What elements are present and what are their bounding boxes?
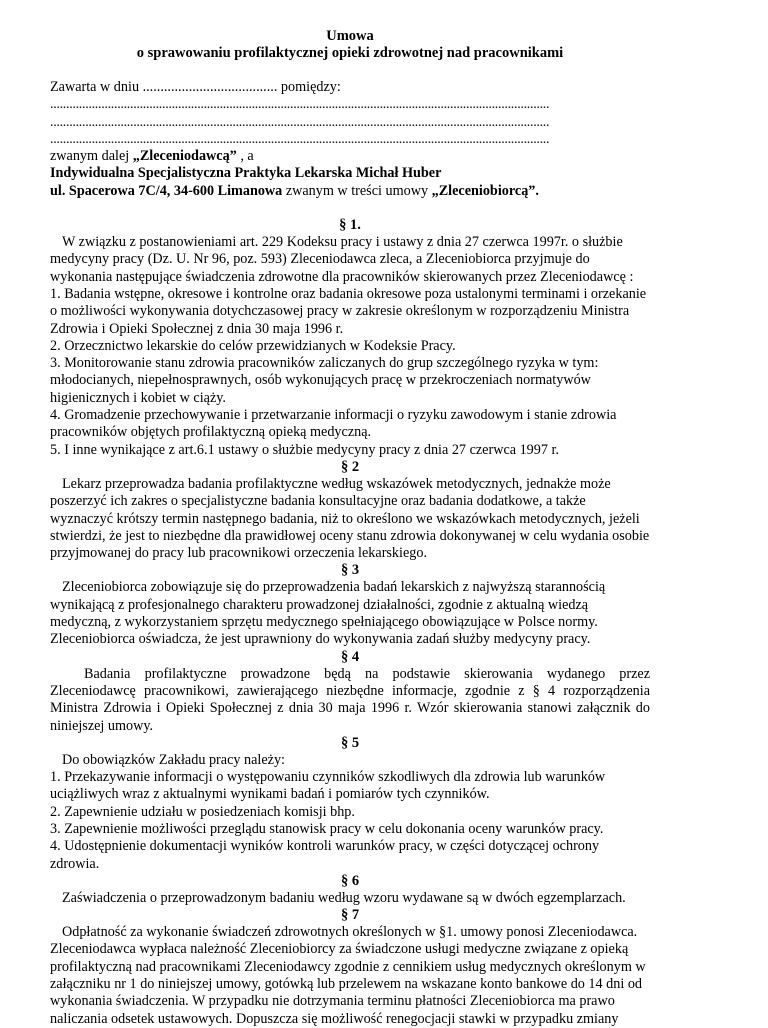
- section-6-text: Zaświadczenia o przeprowadzonym badaniu według wzoru wydawane są w dwóch egzemplarzach.: [62, 889, 626, 906]
- section-7-text: Odpłatność za wykonanie świadczeń zdrowotnych określonych w §1. umowy ponosi Zleceniodawca. Zleceniodawca wypłaca należność Zleceniobiorcy za świadczone usługi medyczne związane z opieką profilaktyczną nad pracownikami Zleceniodawcy zgodnie z cennikiem usług medycznych określonym w załączniku nr 1 do niniejszej umowy, gotówką lub przelewem na wskazane konto bankowe do 14 dni od wykonania świadczenia. W przypadku nie dotrzymania terminu płatności Zleceniobiorca ma prawo naliczania odsetek ustawowych. Dopuszcza się możliwość renegocjacji stawki w przypadku zmiany: [50, 924, 646, 1027]
- section-5-heading: § 5: [340, 734, 360, 751]
- provider-name: Indywidualna Specjalistyczna Praktyka Lekarska Michał Huber: [50, 165, 442, 182]
- called-prefix: zwanym dalej: [50, 148, 133, 165]
- section-5-intro: Do obowiązków Zakładu pracy należy:: [62, 751, 285, 768]
- document-title: Umowa: [326, 28, 374, 44]
- section-3-text-2: Zleceniobiorca oświadcza, że jest uprawniony do wykonywania zadań służby medycyny pracy.: [50, 631, 591, 648]
- section-1-item-3: 3. Monitorowanie stanu zdrowia pracowników zaliczanych do grup szczególnego ryzyka w tym: młodocianych, niepełnosprawnych, osób wykonujących pracę w przekroczeniach normatywów higienicznych i kobiet w ciąży.: [50, 355, 599, 406]
- section-2-text: Lekarz przeprowadza badania profilaktyczne według wskazówek metodycznych, jednakże może poszerzyć ich zakres o specjalistyczne badania konsultacyjne oraz badania dodatkowe, a także wyznaczyć krótszy termin następnego badania, niż to określono we wskazówkach metodycznych, jeżeli stwierdzi, że jest to niezbędne dla prawidłowej oceny stanu zdrowia dokonywanej w celu wydania osobie przyjmowanej do pracy lub pracownikowi orzeczenia lekarskiego.: [50, 475, 650, 562]
- section-1-heading: § 1.: [339, 217, 361, 234]
- dotted-line-2: ............................................................................................................................................................: [50, 114, 550, 130]
- section-4-heading: § 4: [340, 648, 360, 665]
- section-4-text: Badania profilaktyczne prowadzone będą na podstawie skierowania wydanego przez Zleceniodawcę pracownikowi, zawierającego niezbędne informacje, zgodnie z § 4 rozporządzenia Ministra Zdrowia i Opieki Społecznej z dnia 30 maja 1996 r. Wzór skierowania stanowi załącznik do niniejszej umowy.: [50, 665, 650, 734]
- section-7-heading: § 7: [340, 907, 360, 924]
- section-5-item-1: 1. Przekazywanie informacji o występowaniu czynników szkodliwych dla zdrowia lub warunków uciążliwych wraz z aktualnymi wynikami badań i pomiarów tych czynników.: [50, 769, 606, 803]
- section-5-item-2: 2. Zapewnienie udziału w posiedzeniach komisji bhp.: [50, 803, 355, 820]
- document-subtitle: o sprawowaniu profilaktycznej opieki zdrowotnej nad pracownikami: [136, 45, 564, 61]
- provider-address: ul. Spacerowa 7C/4, 34-600 Limanowa: [50, 182, 283, 199]
- dotted-line-3: ............................................................................................................................................................: [50, 131, 550, 147]
- section-3-heading: § 3: [340, 562, 360, 579]
- concluded-on-line: Zawarta w dniu ...................................... pomiędzy:: [50, 79, 341, 95]
- dotted-line-1: ............................................................................................................................................................: [50, 97, 550, 113]
- document-body: [50, 28, 650, 1028]
- section-3-text: Zleceniobiorca zobowiązuje się do przeprowadzenia badań lekarskich z najwyższą starannością wynikającą z profesjonalnego charakteru prowadzonej działalności, zgodnie z aktualną wiedzą medyczną, z wykorzystaniem sprzętu medycznego spełniającego obowiązujące w Polsce normy.: [50, 579, 606, 631]
- section-1-item-1: 1. Badania wstępne, okresowe i kontrolne oraz badania okresowe poza ustalonymi terminami i orzekanie o możliwości wykonywania dotychczasowej pracy w zakresie określonym w rozporządzeniu Ministra Zdrowia i Opieki Społecznej z dnia 30 maja 1996 r.: [50, 285, 647, 337]
- provider-called: zwanym w treści umowy: [282, 182, 432, 199]
- section-2-heading: § 2: [340, 458, 360, 475]
- provider-role: „Zleceniobiorcą”.: [431, 182, 539, 199]
- section-6-heading: § 6: [340, 872, 360, 889]
- provider-address-line: [50, 183, 650, 200]
- section-5-item-4: 4. Udostępnienie dokumentacji wyników kontroli warunków pracy, w części dotyczącej ochrony zdrowia.: [50, 838, 600, 872]
- called-line: [50, 148, 650, 165]
- section-5-item-3: 3. Zapewnienie możliwości przeglądu stanowisk pracy w celu dokonania oceny warunków pracy.: [50, 820, 604, 837]
- section-1-intro: W związku z postanowieniami art. 229 Kodeksu pracy i ustawy z dnia 27 czerwca 1997r. o służbie medycyny pracy (Dz. U. Nr 96, poz. 593) Zleceniodawca zleca, a Zleceniobiorca przyjmuje do wykonania następujące świadczenia zdrowotne dla pracowników skierowanych przez Zleceniodawcę :: [50, 234, 634, 285]
- section-1-item-4: 4. Gromadzenie przechowywanie i przetwarzanie informacji o ryzyku zawodowym i stanie zdrowia pracowników objętych profilaktyczną opieką medyczną.: [50, 407, 617, 441]
- section-1-item-5: 5. I inne wynikające z art.6.1 ustawy o służbie medycyny pracy z dnia 27 czerwca 1997 r.: [50, 441, 559, 458]
- called-suffix: , a: [236, 148, 254, 165]
- called-name: „Zleceniodawcą”: [132, 148, 237, 165]
- section-1-item-2: 2. Orzecznictwo lekarskie do celów przewidzianych w Kodeksie Pracy.: [50, 337, 456, 354]
